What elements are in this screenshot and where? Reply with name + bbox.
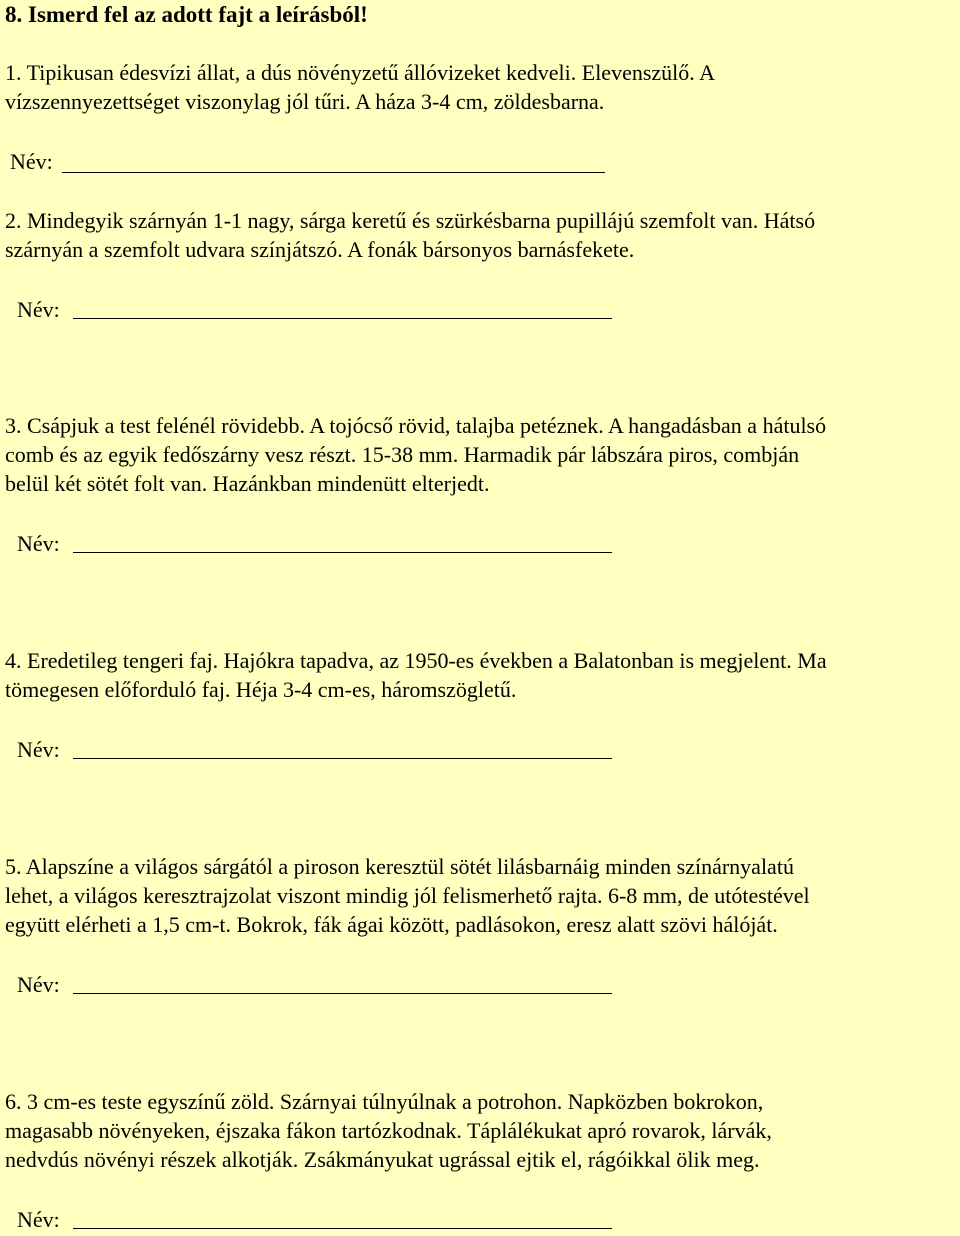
answer-line-1[interactable] [62, 172, 605, 173]
answer-line-2[interactable] [73, 318, 612, 319]
description-2: 2. Mindegyik szárnyán 1-1 nagy, sárga keretű és szürkésbarna pupillájú szemfolt van. Hátsó szárnyán a szemfolt udvara színjátszó. A fonák bársonyos barnásfekete. [5, 208, 816, 262]
name-label-2: Név: [17, 297, 60, 322]
answer-line-5[interactable] [73, 993, 612, 994]
description-4: 4. Eredetileg tengeri faj. Hajókra tapadva, az 1950-es években a Balatonban is megjelent. Ma tömegesen előforduló faj. Héja 3-4 cm-es, háromszögletű. [5, 648, 827, 702]
description-6: 6. 3 cm-es teste egyszínű zöld. Szárnyai túlnyúlnak a potrohon. Napközben bokrokon, magasabb növényeken, éjszaka fákon tartózkodnak. Táplálékukat apró rovarok, lárvák, nedvdús növényi részek alkotják. Zsákmányukat ugrással ejtik el, rágóikkal ölik meg. [5, 1089, 772, 1172]
answer-line-3[interactable] [73, 552, 612, 553]
name-label-1: Név: [10, 149, 53, 174]
task-title: 8. Ismerd fel az adott fajt a leírásból! [5, 2, 368, 27]
name-label-6: Név: [17, 1207, 60, 1232]
name-label-5: Név: [17, 972, 60, 997]
description-3: 3. Csápjuk a test felénél rövidebb. A tojócső rövid, talajba petéznek. A hangadásban a hátulsó comb és az egyik fedőszárny vesz részt. 15-38 mm. Harmadik pár lábszára piros, combján belül két sötét folt van. Hazánkban mindenütt elterjedt. [5, 413, 827, 496]
name-label-4: Név: [17, 737, 60, 762]
answer-line-6[interactable] [73, 1228, 612, 1229]
description-5: 5. Alapszíne a világos sárgától a piroson keresztül sötét lilásbarnáig minden színárnyalatú lehet, a világos keresztrajzolat viszont mindig jól felismerhető rajta. 6-8 mm, de utótestével együtt elérheti a 1,5 cm-t. Bokrok, fák ágai között, padlásokon, eresz alatt szövi hálóját. [5, 854, 810, 937]
answer-line-4[interactable] [73, 758, 612, 759]
name-label-3: Név: [17, 531, 60, 556]
description-1: 1. Tipikusan édesvízi állat, a dús növényzetű állóvizeket kedveli. Elevenszülő. A vízszennyezettséget viszonylag jól tűri. A háza 3-4 cm, zöldesbarna. [5, 60, 715, 114]
